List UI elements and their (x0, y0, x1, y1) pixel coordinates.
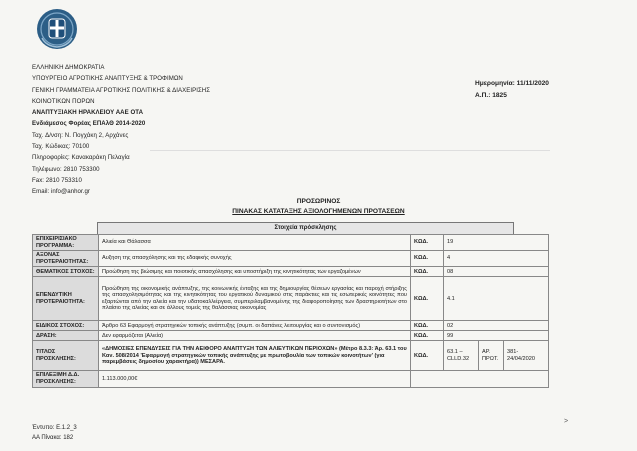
empty-cell (411, 371, 549, 387)
table-row (33, 321, 549, 331)
row-label: ΕΠΙΧΕΙΡΙΣΙΑΚΟ ΠΡΟΓΡΑΜΜΑ: (33, 235, 99, 251)
call-details-table (32, 234, 549, 388)
code-value: 08 (444, 267, 549, 277)
org-bold-line: ΑΝΑΠΤΥΞΙΑΚΗ ΗΡΑΚΛΕΙΟΥ ΑΑΕ ΟΤΑ (32, 109, 144, 117)
code-label: ΚΩΔ. (411, 267, 444, 277)
protocol-label: ΑΡ. ΠΡΩΤ. (479, 341, 504, 371)
date-block (475, 78, 549, 102)
code-label: ΚΩΔ. (411, 321, 444, 331)
table-row (33, 235, 549, 251)
row-label: ΤΙΤΛΟΣ ΠΡΟΣΚΛΗΣΗΣ: (33, 341, 99, 371)
table-row (33, 341, 549, 371)
org-line: ΚΟΙΝΟΤΙΚΩΝ ΠΟΡΩΝ (32, 97, 95, 105)
contact-line: Fax: 2810 753310 (32, 176, 82, 184)
row-value: Προώθηση της οικονομικής ανάπτυξης, της κοινωνικής ένταξης και της δημιουργίας θέσεων εργασίας και παροχή στήριξης της απασχολησιμότητας και της κινητικότητας του εργατικού δυναμικού στις παράκτιες και τις εσωτερικές κοινότητες που εξαρτώνται από την αλιεία και την υδατοκαλλιέργεια, συμπεριλαμβανομένης της διαφοροποίησης των δραστηριοτήτων στο πλαίσιο της αλιείας και σε άλλους τομείς της θαλάσσιας οικονομίας (99, 277, 411, 321)
bleed-through-line (150, 150, 550, 151)
table-row (33, 267, 549, 277)
row-label: ΘΕΜΑΤΙΚΟΣ ΣΤΟΧΟΣ: (33, 267, 99, 277)
issuer-block (32, 62, 210, 198)
code-value: 99 (444, 331, 549, 341)
contact-line: Ταχ. Κώδικας: 70100 (32, 143, 90, 151)
contact-line: Πληροφορίες: Κανακαράκη Πελαγία (32, 154, 130, 162)
contact-line: Τηλέφωνο: 2810 753300 (32, 165, 100, 173)
row-label: ΕΠΙΛΕΞΙΜΗ Δ.Δ. ΠΡΟΣΚΛΗΣΗΣ: (33, 371, 99, 387)
protocol-number: Α.Π.: 1825 (475, 92, 507, 99)
code-value: 4.1 (444, 277, 549, 321)
protocol-value: 381-24/04/2020 (504, 341, 549, 371)
row-value: Αλιεία και Θάλασσα (99, 235, 411, 251)
table-row (33, 371, 549, 387)
table-row (33, 331, 549, 341)
org-line: ΕΛΛΗΝΙΚΗ ΔΗΜΟΚΡΑΤΙΑ (32, 64, 105, 71)
date-line: Ημερομηνία: 11/11/2020 (475, 80, 549, 87)
row-value: 1.113.000,00€ (99, 371, 411, 387)
code-label: ΚΩΔ. (411, 331, 444, 341)
row-label: ΕΙΔΙΚΟΣ ΣΤΟΧΟΣ: (33, 321, 99, 331)
row-value: Άρθρο 63 Εφαρμογή στρατηγικών τοπικής ανάπτυξης (συμπ. οι δαπάνες λειτουργίας και ο συντονισμός) (99, 321, 411, 331)
code-label: ΚΩΔ. (411, 341, 444, 371)
row-label: ΔΡΑΣΗ: (33, 331, 99, 341)
row-value: Δεν εφαρμόζεται (Αλιεία) (99, 331, 411, 341)
contact-line: Email: info@anhor.gr (32, 188, 90, 196)
footer-block (32, 423, 77, 443)
row-value: Προώθηση της βιώσιμης και ποιοτικής απασχόλησης και υποστήριξη της κινητικότητας των εργαζομένων (99, 267, 411, 277)
org-line: ΥΠΟΥΡΓΕΙΟ ΑΓΡΟΤΙΚΗΣ ΑΝΑΠΤΥΞΗΣ & ΤΡΟΦΙΜΩΝ (32, 75, 183, 83)
code-value: 4 (444, 251, 549, 267)
org-line: ΓΕΝΙΚΗ ΓΡΑΜΜΑΤΕΙΑ ΑΓΡΟΤΙΚΗΣ ΠΟΛΙΤΙΚΗΣ & ΔΙΑΧΕΙΡΙΣΗΣ (32, 86, 211, 94)
greek-coat-of-arms-icon (36, 8, 78, 50)
row-value: «ΔΗΜΟΣΙΕΣ ΕΠΕΝΔΥΣΕΙΣ ΓΙΑ ΤΗΝ ΑΕΙΦΟΡΟ ΑΝΑΠΤΥΞΗ ΤΩΝ ΑΛΙΕΥΤΙΚΩΝ ΠΕΡΙΟΧΩΝ» (Μέτρο 8.3.3: Άρ. 63.1 του Καν. 508/2014 'Εφαρμογή στρατηγικών τοπικής ανάπτυξης με πρωτοβουλία των τοπικών κοινοτήτων' (για παρεμβάσεις δημοσίου χαρακτήρα)) ΜΕΣΑΡΑ. (99, 341, 411, 371)
code-label: ΚΩΔ. (411, 251, 444, 267)
org-bold-line: Ενδιάμεσος Φορέας ΕΠΑλΘ 2014-2020 (32, 120, 146, 128)
chevron-right-icon: > (564, 418, 569, 425)
section-header: Στοιχεία πρόσκλησης (97, 222, 514, 235)
code-value: 02 (444, 321, 549, 331)
code-value: 63.1 – CLLD.32 (444, 341, 479, 371)
contact-line: Ταχ. Δ/νση: Ν. Πογχάκη 2, Αρχάνες (32, 131, 129, 139)
code-label: ΚΩΔ. (411, 277, 444, 321)
doc-title-line2: ΠΙΝΑΚΑΣ ΚΑΤΑΤΑΞΗΣ ΑΞΙΟΛΟΓΗΜΕΝΩΝ ΠΡΟΤΑΣΕΩΝ (232, 208, 405, 215)
table-row (33, 251, 549, 267)
row-value: Αυξηση της απασχόλησης και της εδαφικής συνοχής (99, 251, 411, 267)
row-label: ΑΞΟΝΑΣ ΠΡΟΤΕΡΑΙΟΤΗΤΑΣ: (33, 251, 99, 267)
table-row (33, 277, 549, 321)
form-code: Έντυπο: Ε.1.2_3 (32, 425, 77, 431)
table-number: ΑΑ Πίνακα: 182 (32, 435, 74, 441)
row-label: ΕΠΕΝΔΥΤΙΚΗ ΠΡΟΤΕΡΑΙΟΤΗΤΑ: (33, 277, 99, 321)
code-value: 19 (444, 235, 549, 251)
doc-title-line1: ΠΡΟΣΩΡΙΝΟΣ (296, 198, 341, 205)
code-label: ΚΩΔ. (411, 235, 444, 251)
